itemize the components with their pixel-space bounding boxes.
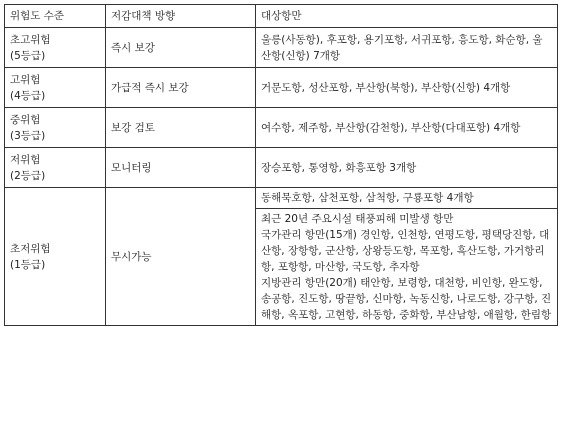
risk-level-name: 초고위험	[10, 33, 51, 46]
risk-level-grade: (5등급)	[10, 49, 46, 62]
table-row	[5, 68, 558, 108]
risk-level-name: 저위험	[10, 153, 41, 166]
header-mitigation-direction: 저감대책 방향	[106, 5, 256, 28]
mitigation-cell: 가급적 즉시 보강	[106, 68, 256, 108]
risk-level-name: 초저위험	[10, 242, 51, 255]
table-row	[5, 28, 558, 68]
ports-cell: 여수항, 제주항, 부산항(감천항), 부산항(다대포항) 4개항	[256, 108, 558, 148]
risk-level-cell	[5, 148, 106, 188]
mitigation-cell: 무시가능	[106, 188, 256, 326]
ports-national-list: 국가관리 항만(15개) 경인항, 인천항, 연평도항, 평택당진항, 대산항, 장항항, 군산항, 상왕등도항, 목포항, 흑산도항, 가거항리항, 포항항, 마산항, 국도항, 추자항	[261, 229, 550, 273]
ports-local-list: 지방관리 항만(20개) 태안항, 보령항, 대천항, 비인항, 완도항, 송공항, 진도항, 땅끝항, 신마항, 녹동신항, 나로도항, 강구항, 진해항, 옥포항, 고현항, 하동항, 중화항, 부산남항, 애월항, 한림항	[261, 277, 552, 321]
risk-level-grade: (4등급)	[10, 89, 46, 102]
risk-level-grade: (3등급)	[10, 129, 46, 142]
ports-cell: 거문도항, 성산포항, 부산항(북항), 부산항(신항) 4개항	[256, 68, 558, 108]
header-target-ports: 대상항만	[256, 5, 558, 28]
mitigation-cell: 보강 검토	[106, 108, 256, 148]
risk-level-cell	[5, 188, 106, 326]
risk-level-grade: (2등급)	[10, 169, 46, 182]
ports-cell	[256, 209, 558, 326]
risk-level-cell	[5, 68, 106, 108]
risk-level-table	[4, 4, 558, 326]
mitigation-cell: 모니터링	[106, 148, 256, 188]
risk-level-name: 고위험	[10, 73, 41, 86]
ports-cell: 울릉(사동항), 후포항, 용기포항, 서귀포항, 흥도항, 화순항, 울산항(신항) 7개항	[256, 28, 558, 68]
table-row	[5, 108, 558, 148]
table-row	[5, 188, 558, 209]
risk-level-grade: (1등급)	[10, 258, 46, 271]
header-risk-level: 위험도 수준	[5, 5, 106, 28]
ports-cell: 동해묵호항, 삼천포항, 삼척항, 구룡포항 4개항	[256, 188, 558, 209]
ports-cell: 장승포항, 통영항, 화흥포항 3개항	[256, 148, 558, 188]
risk-level-name: 중위험	[10, 113, 41, 126]
risk-level-cell	[5, 108, 106, 148]
table-header-row	[5, 5, 558, 28]
mitigation-cell: 즉시 보강	[106, 28, 256, 68]
table-row	[5, 148, 558, 188]
risk-level-cell	[5, 28, 106, 68]
ports-note: 최근 20년 주요시설 태풍피해 미발생 항만	[261, 213, 454, 225]
